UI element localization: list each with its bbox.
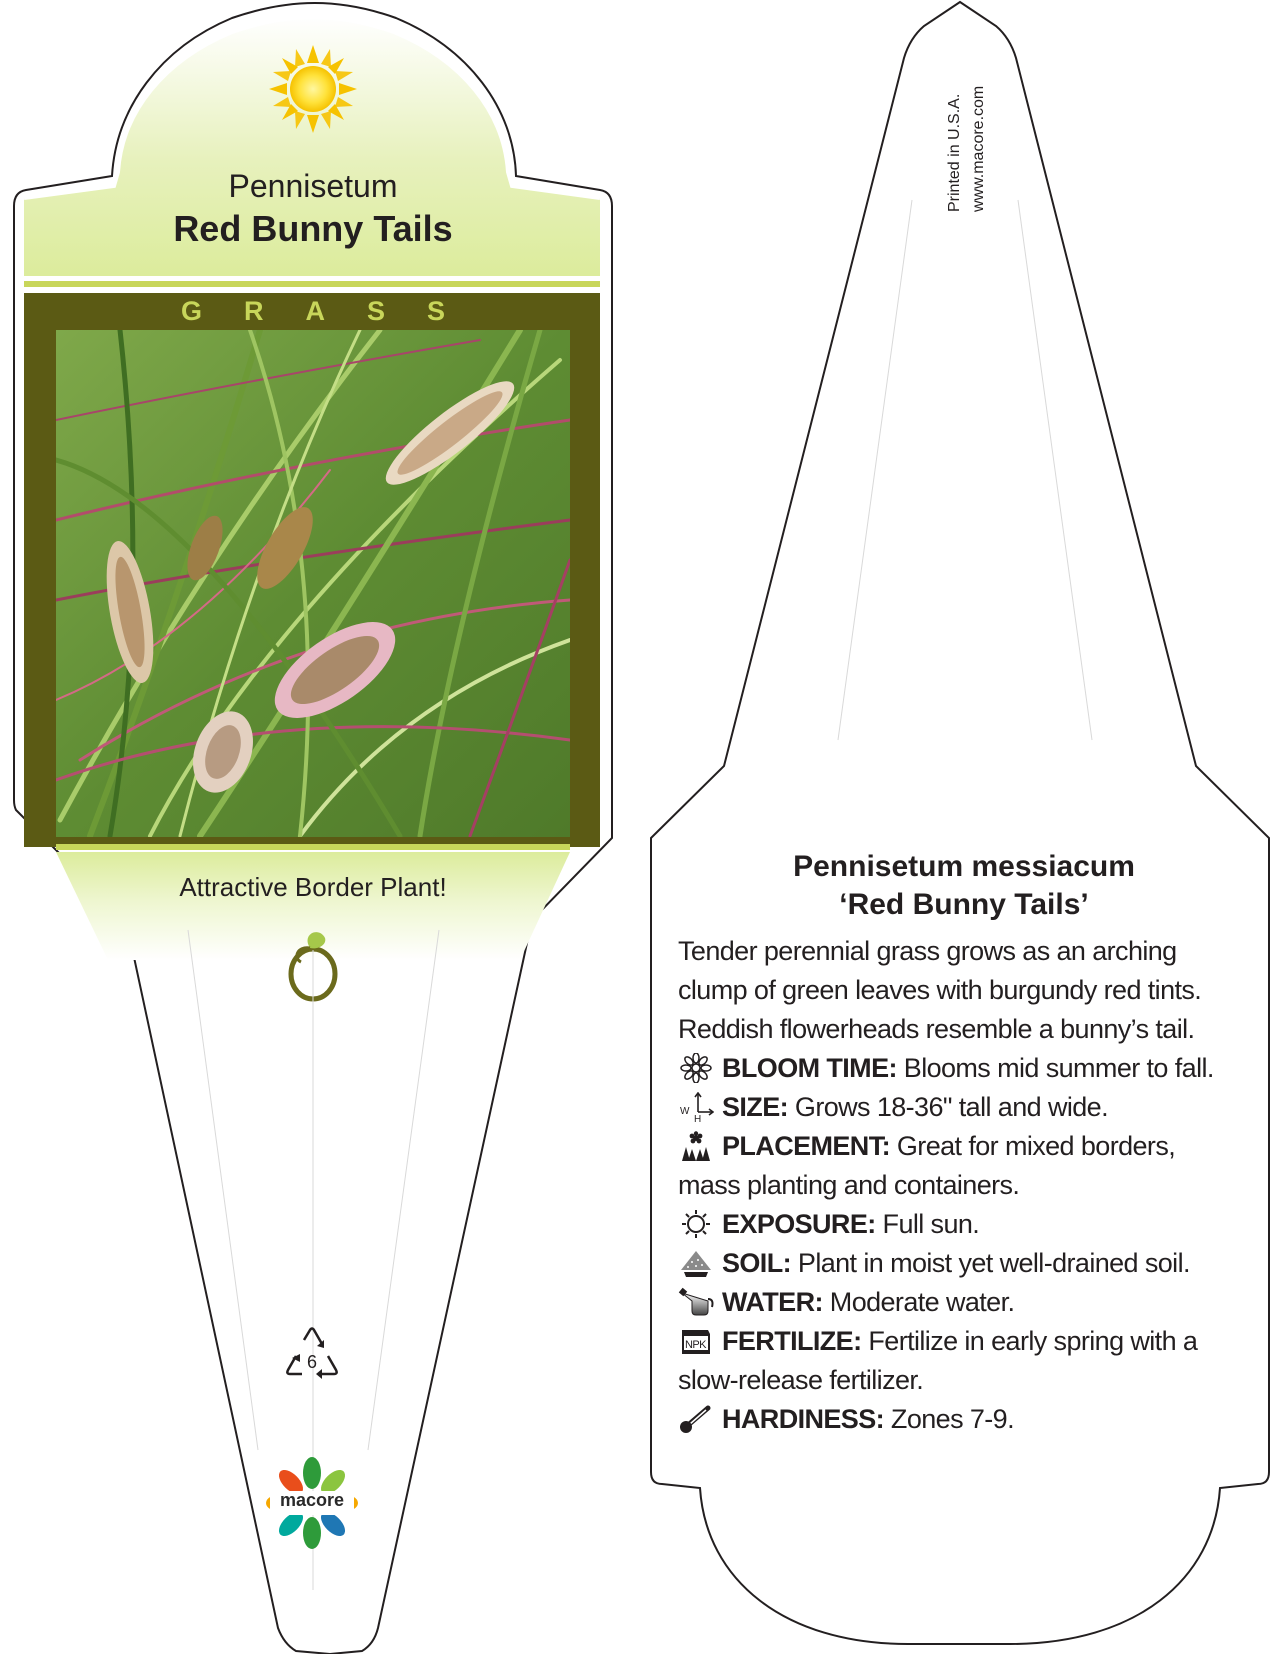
spec-text: Full sun. [882, 1209, 980, 1239]
plant-photo [56, 330, 570, 837]
botanical-title-line2: ‘Red Bunny Tails’ [839, 888, 1089, 921]
variety-name: Red Bunny Tails [173, 208, 453, 249]
spec-text: Great for mixed borders, mass planting and containers. [678, 1131, 1176, 1200]
spec-label: SOIL: [722, 1248, 791, 1278]
spec-text: Moderate water. [829, 1287, 1015, 1317]
spec-label: BLOOM TIME: [722, 1053, 897, 1083]
placement-icon [678, 1131, 714, 1161]
tagline: Attractive Border Plant! [179, 872, 447, 902]
spec-label: EXPOSURE: [722, 1209, 876, 1239]
printed-in-label: Printed in U.S.A. [946, 93, 963, 212]
category-label: GRASS [180, 296, 488, 326]
spec-bloom-time [678, 1049, 1238, 1088]
spec-label: PLACEMENT: [722, 1131, 890, 1161]
common-name: Pennisetum [228, 168, 398, 204]
spec-label: HARDINESS: [722, 1404, 885, 1434]
spec-text: Plant in moist yet well-drained soil. [797, 1248, 1190, 1278]
spec-placement [678, 1127, 1238, 1205]
thermometer-icon [678, 1404, 714, 1434]
spec-hardiness [678, 1400, 1238, 1439]
soil-icon [678, 1248, 714, 1278]
spec-label: FERTILIZE: [722, 1326, 862, 1356]
resin-code: 6 [306, 1352, 317, 1372]
botanical-title [652, 848, 1276, 924]
size-h-label: H [694, 1114, 701, 1122]
spec-label: SIZE: [722, 1092, 789, 1122]
watering-can-icon [678, 1287, 714, 1317]
flower-icon [678, 1053, 714, 1083]
spec-text: Blooms mid summer to fall. [903, 1053, 1214, 1083]
brand-name: macore [279, 1490, 345, 1510]
sun-icon [269, 45, 357, 133]
spec-text: Zones 7-9. [890, 1404, 1014, 1434]
description: Tender perennial grass grows as an arching clump of green leaves with burgundy red tints. Reddish flowerheads resemble a bunny’s tail. [678, 936, 1202, 1044]
care-info [678, 932, 1238, 1439]
spec-label: WATER: [722, 1287, 823, 1317]
botanical-title-line1: Pennisetum messiacum [793, 850, 1135, 883]
spec-soil [678, 1244, 1238, 1283]
spec-exposure [678, 1205, 1238, 1244]
npk-icon [678, 1326, 714, 1356]
spec-text: Fertilize in early spring with a slow-release fertilizer. [678, 1326, 1198, 1395]
size-w-label: W [680, 1106, 689, 1117]
size-icon [678, 1092, 714, 1122]
website-label: www.macore.com [970, 85, 987, 212]
sun-icon [678, 1209, 714, 1239]
spec-text: Grows 18-36" tall and wide. [794, 1092, 1108, 1122]
spec-water [678, 1283, 1238, 1322]
spec-size [678, 1088, 1238, 1127]
npk-label: NPK [685, 1339, 706, 1351]
spec-fertilize [678, 1322, 1238, 1400]
